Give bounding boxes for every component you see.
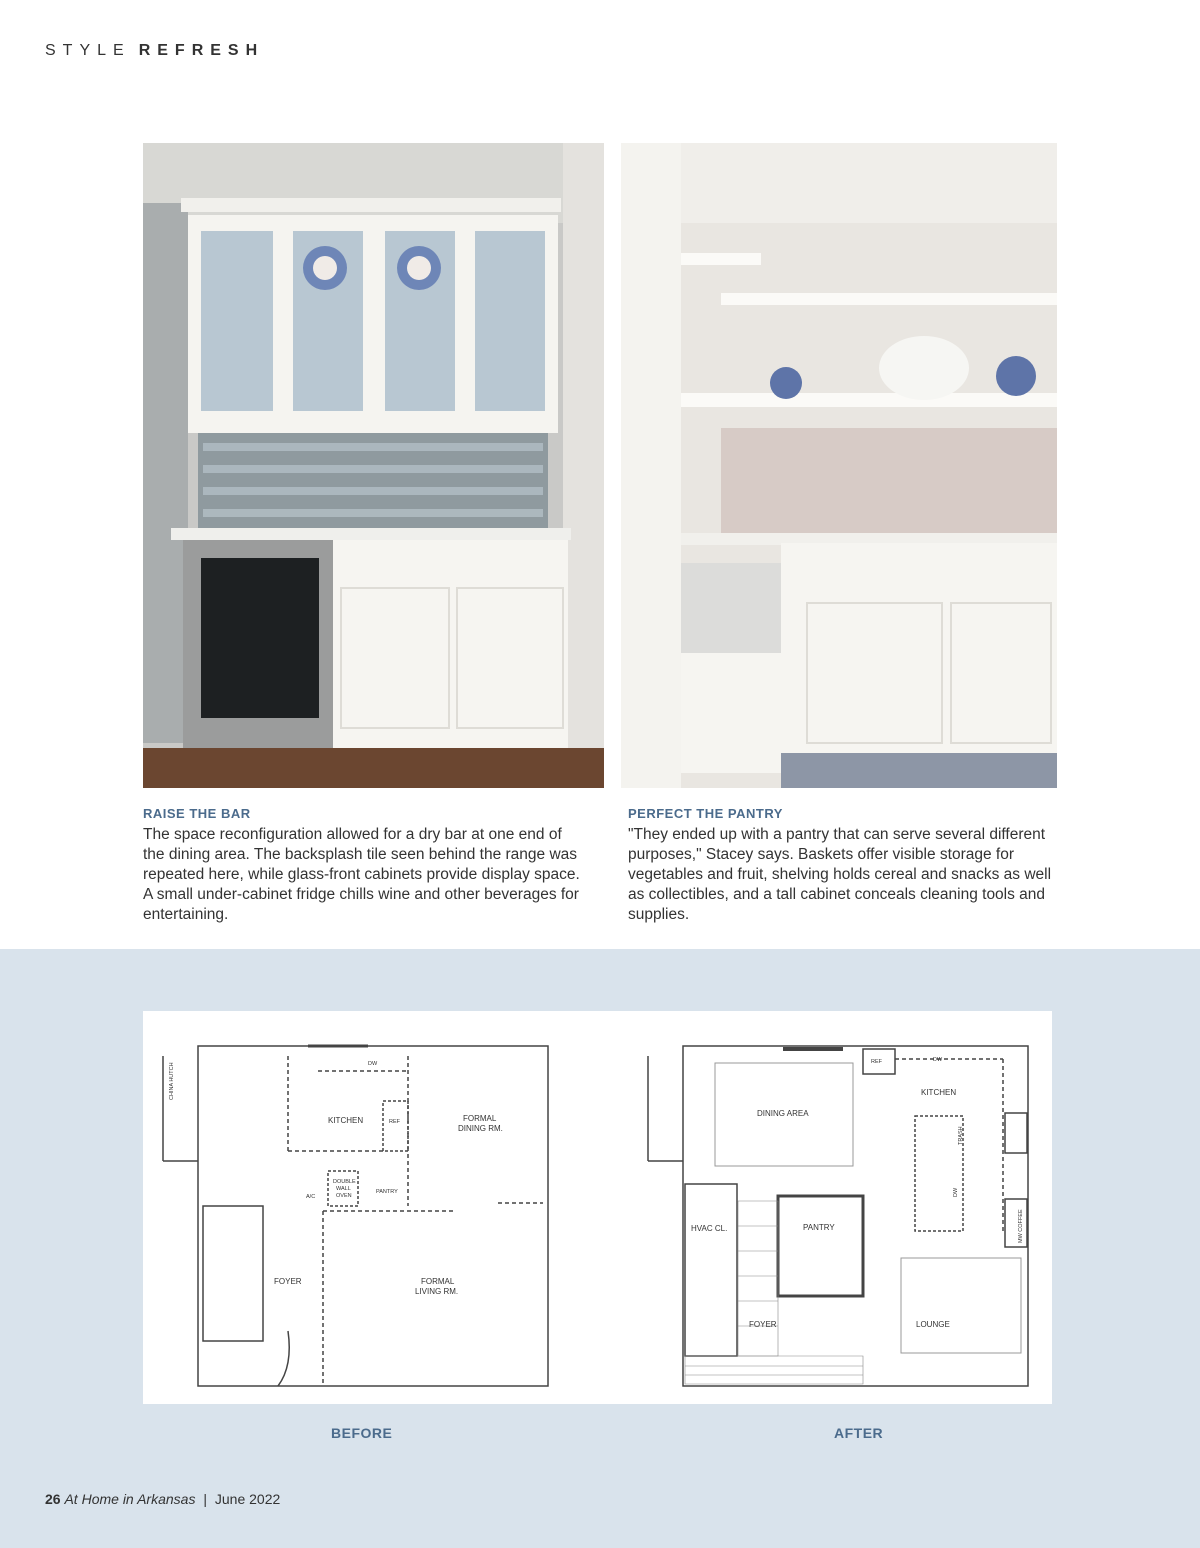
after-foyer: FOYER bbox=[749, 1320, 777, 1329]
issue-date: June 2022 bbox=[214, 1491, 281, 1507]
caption-bar bbox=[143, 806, 583, 925]
before-formal-dining-1: FORMAL bbox=[463, 1114, 497, 1123]
before-double-wall-oven-1: DOUBLE bbox=[333, 1179, 356, 1185]
section-header-light: STYLE bbox=[45, 42, 131, 59]
pantry-photo bbox=[621, 143, 1057, 788]
before-formal-living-1: FORMAL bbox=[421, 1277, 455, 1286]
before-ac: A/C bbox=[306, 1194, 316, 1200]
before-label: BEFORE bbox=[331, 1425, 393, 1441]
before-formal-living-2: LIVING RM. bbox=[415, 1287, 459, 1296]
before-pantry: PANTRY bbox=[376, 1189, 398, 1195]
before-ref: REF bbox=[389, 1119, 400, 1125]
footer-separator: | bbox=[203, 1491, 207, 1507]
caption-bar-title: RAISE THE BAR bbox=[143, 806, 251, 821]
after-dw: DW bbox=[933, 1057, 943, 1063]
before-formal-dining-2: DINING RM. bbox=[458, 1124, 503, 1133]
section-header-bold: REFRESH bbox=[138, 42, 265, 59]
page-footer bbox=[45, 1491, 280, 1507]
caption-bar-body: The space reconfiguration allowed for a dry bar at one end of the dining area. The backsplash tile seen behind the range was repeated here, while glass-front cabinets provide display space. A small under-cabinet fridge chills wine and other beverages for entertaining. bbox=[143, 826, 580, 923]
after-kitchen: KITCHEN bbox=[921, 1088, 957, 1097]
after-trash: TRASH bbox=[958, 1126, 964, 1145]
after-floor-plan bbox=[648, 1046, 1028, 1386]
after-mw-coffee: MW COFFEE bbox=[1018, 1209, 1024, 1243]
bar-photo bbox=[143, 143, 604, 788]
before-china-hutch: CHINA HUTCH bbox=[169, 1062, 175, 1100]
after-pantry: PANTRY bbox=[803, 1223, 835, 1232]
before-floor-plan bbox=[163, 1046, 548, 1386]
after-dining-area: DINING AREA bbox=[757, 1109, 809, 1118]
after-lounge: LOUNGE bbox=[916, 1320, 950, 1329]
after-label: AFTER bbox=[834, 1425, 884, 1441]
before-kitchen: KITCHEN bbox=[328, 1116, 364, 1125]
caption-pantry-body: "They ended up with a pantry that can serve several different purposes," Stacey says. Baskets offer visible storage for vegetables and fruit, shelving holds cereal and snacks as well as collectibles, and a tall cabinet conceals cleaning tools and supplies. bbox=[628, 826, 1052, 923]
caption-pantry bbox=[628, 806, 1068, 925]
before-double-wall-oven-3: OVEN bbox=[336, 1193, 352, 1199]
after-hvac: HVAC CL. bbox=[691, 1224, 728, 1233]
magazine-title: At Home in Arkansas bbox=[64, 1491, 196, 1507]
after-dw2: DW bbox=[953, 1187, 959, 1197]
section-header bbox=[45, 42, 264, 60]
before-double-wall-oven-2: WALL bbox=[336, 1186, 351, 1192]
before-foyer: FOYER bbox=[274, 1277, 302, 1286]
after-ref: REF bbox=[871, 1059, 882, 1065]
floor-plans-panel bbox=[143, 1011, 1052, 1404]
page-number: 26 bbox=[45, 1491, 61, 1507]
caption-pantry-title: PERFECT THE PANTRY bbox=[628, 806, 783, 821]
before-dw: DW bbox=[368, 1061, 378, 1067]
